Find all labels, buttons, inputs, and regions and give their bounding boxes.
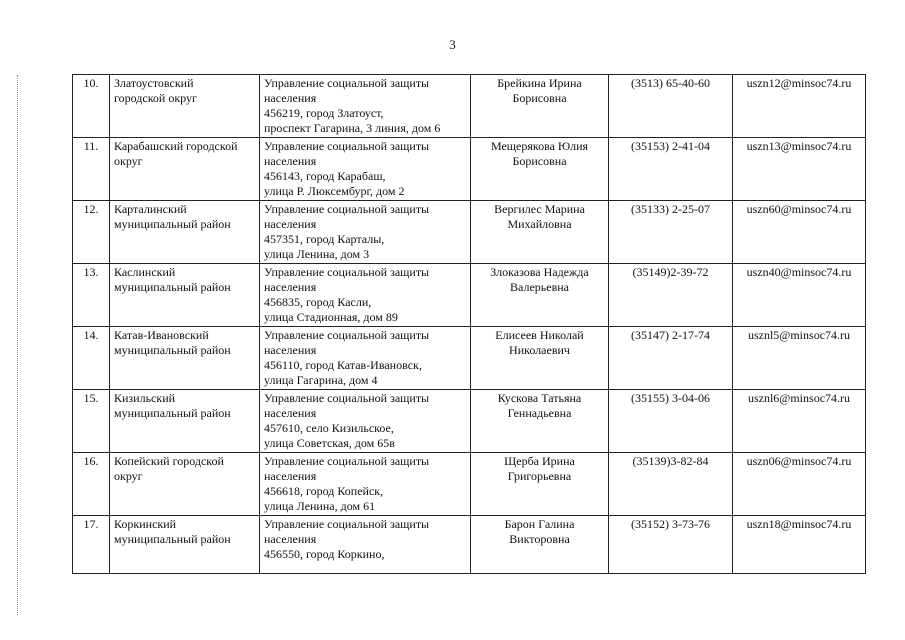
head-name-line: Щерба Ирина — [504, 454, 575, 468]
email-cell: uszn40@minsoc74.ru — [733, 264, 866, 327]
district-line: Копейский городской — [114, 454, 224, 468]
head-name-line: Кускова Татьяна — [497, 391, 582, 405]
head-name-line: Мещерякова Юлия — [490, 139, 589, 153]
contacts-table — [72, 74, 866, 574]
district-line: Каслинский — [114, 265, 176, 279]
district-line: Златоустовский — [114, 76, 194, 90]
row-number-cell: 16. — [73, 453, 110, 516]
table-row — [73, 453, 866, 516]
address-cell — [260, 453, 471, 516]
address-line: улица Гагарина, дом 4 — [264, 373, 378, 387]
phone-cell: (35139)3-82-84 — [609, 453, 733, 516]
address-line: 456835, город Касли, — [264, 295, 372, 309]
table-row — [73, 516, 866, 574]
address-line: населения — [264, 343, 317, 357]
address-line: Управление социальной защиты — [264, 139, 430, 153]
head-name-line: Михайловна — [507, 217, 572, 231]
head-name-line: Николаевич — [509, 343, 570, 357]
head-name-cell — [471, 138, 609, 201]
address-line: улица Ленина, дом 61 — [264, 499, 376, 513]
row-number-cell: 14. — [73, 327, 110, 390]
district-line: муниципальный район — [114, 406, 231, 420]
address-line: улица Стадионная, дом 89 — [264, 310, 398, 324]
address-line: населения — [264, 154, 317, 168]
address-line: 456618, город Копейск, — [264, 484, 384, 498]
district-line: муниципальный район — [114, 532, 231, 546]
district-cell — [110, 516, 260, 574]
address-cell — [260, 138, 471, 201]
head-name-cell — [471, 201, 609, 264]
address-line: населения — [264, 469, 317, 483]
head-name-cell — [471, 327, 609, 390]
address-cell — [260, 201, 471, 264]
head-name-line: Борисовна — [512, 91, 567, 105]
email-cell: uszn13@minsoc74.ru — [733, 138, 866, 201]
head-name-line: Барон Галина — [504, 517, 575, 531]
district-line: муниципальный район — [114, 280, 231, 294]
address-line: Управление социальной защиты — [264, 202, 430, 216]
table-row — [73, 264, 866, 327]
table-row — [73, 390, 866, 453]
phone-cell: (35155) 3-04-06 — [609, 390, 733, 453]
address-line: 457610, село Кизильское, — [264, 421, 394, 435]
email-cell: uszn12@minsoc74.ru — [733, 75, 866, 138]
address-line: Управление социальной защиты — [264, 76, 430, 90]
email-cell: uszn18@minsoc74.ru — [733, 516, 866, 574]
address-cell — [260, 264, 471, 327]
district-cell — [110, 390, 260, 453]
row-number-cell: 11. — [73, 138, 110, 201]
head-name-line: Григорьевна — [507, 469, 572, 483]
head-name-line: Вергилес Марина — [494, 202, 585, 216]
head-name-cell — [471, 264, 609, 327]
district-cell — [110, 138, 260, 201]
email-cell: uszn06@minsoc74.ru — [733, 453, 866, 516]
binding-margin-line — [17, 75, 18, 615]
head-name-cell — [471, 453, 609, 516]
table-row — [73, 138, 866, 201]
phone-cell: (35133) 2-25-07 — [609, 201, 733, 264]
head-name-cell — [471, 516, 609, 574]
district-line: Коркинский — [114, 517, 177, 531]
page-number: 3 — [449, 37, 456, 52]
table-row — [73, 75, 866, 138]
district-line: муниципальный район — [114, 343, 231, 357]
district-line: Кизильский — [114, 391, 176, 405]
address-cell — [260, 75, 471, 138]
head-name-line: Борисовна — [512, 154, 567, 168]
district-line: округ — [114, 469, 143, 483]
phone-cell: (35147) 2-17-74 — [609, 327, 733, 390]
district-line: Карабашский городской — [114, 139, 238, 153]
address-line: 456143, город Карабаш, — [264, 169, 386, 183]
address-cell — [260, 327, 471, 390]
address-line: 456550, город Коркино, — [264, 547, 385, 561]
head-name-line: Валерьевна — [510, 280, 569, 294]
address-line: 457351, город Карталы, — [264, 232, 385, 246]
address-line: Управление социальной защиты — [264, 391, 430, 405]
address-line: 456110, город Катав-Ивановск, — [264, 358, 422, 372]
address-line: населения — [264, 280, 317, 294]
row-number-cell: 13. — [73, 264, 110, 327]
district-cell — [110, 264, 260, 327]
address-cell — [260, 516, 471, 574]
district-line: Карталинский — [114, 202, 187, 216]
district-line: Катав-Ивановский — [114, 328, 209, 342]
email-cell: usznl5@minsoc74.ru — [733, 327, 866, 390]
district-cell — [110, 453, 260, 516]
email-cell: uszn60@minsoc74.ru — [733, 201, 866, 264]
head-name-line: Викторовна — [509, 532, 570, 546]
address-line: населения — [264, 91, 317, 105]
district-cell — [110, 327, 260, 390]
phone-cell: (3513) 65-40-60 — [609, 75, 733, 138]
address-line: населения — [264, 406, 317, 420]
row-number-cell: 10. — [73, 75, 110, 138]
phone-cell: (35149)2-39-72 — [609, 264, 733, 327]
head-name-line: Елисеев Николай — [495, 328, 584, 342]
table-row — [73, 201, 866, 264]
head-name-cell — [471, 390, 609, 453]
address-line: Управление социальной защиты — [264, 328, 430, 342]
district-cell — [110, 201, 260, 264]
address-line: проспект Гагарина, 3 линия, дом 6 — [264, 121, 441, 135]
address-line: 456219, город Златоуст, — [264, 106, 384, 120]
phone-cell: (35152) 3-73-76 — [609, 516, 733, 574]
row-number-cell: 12. — [73, 201, 110, 264]
head-name-line: Брейкина Ирина — [497, 76, 582, 90]
address-line: улица Ленина, дом 3 — [264, 247, 370, 261]
email-cell: usznl6@minsoc74.ru — [733, 390, 866, 453]
address-line: улица Советская, дом 65в — [264, 436, 395, 450]
address-line: населения — [264, 532, 317, 546]
row-number-cell: 17. — [73, 516, 110, 574]
district-line: округ — [114, 154, 143, 168]
address-line: улица Р. Люксембург, дом 2 — [264, 184, 405, 198]
district-line: городской округ — [114, 91, 197, 105]
phone-cell: (35153) 2-41-04 — [609, 138, 733, 201]
head-name-line: Геннадьевна — [507, 406, 572, 420]
address-line: Управление социальной защиты — [264, 517, 430, 531]
district-line: муниципальный район — [114, 217, 231, 231]
head-name-cell — [471, 75, 609, 138]
table-row — [73, 327, 866, 390]
district-cell — [110, 75, 260, 138]
address-line: Управление социальной защиты — [264, 265, 430, 279]
head-name-line: Злоказова Надежда — [490, 265, 589, 279]
row-number-cell: 15. — [73, 390, 110, 453]
address-line: Управление социальной защиты — [264, 454, 430, 468]
address-cell — [260, 390, 471, 453]
address-line: населения — [264, 217, 317, 231]
